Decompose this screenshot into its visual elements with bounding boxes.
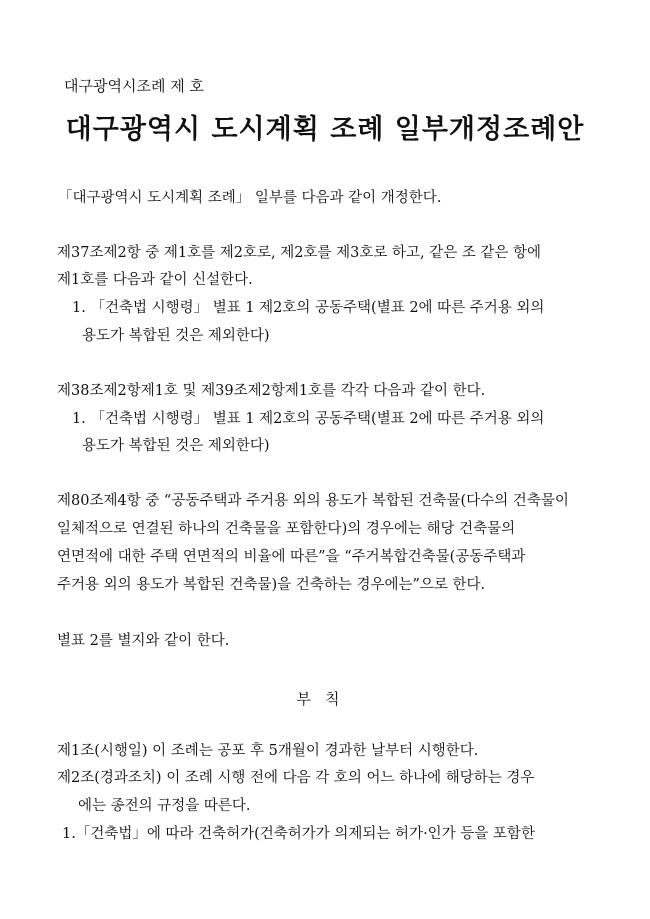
article-2-continuation: 에는 종전의 규정을 따른다. <box>78 798 251 814</box>
amendment-text-line: 제38조제2항제1호 및 제39조제2항제1호를 각각 다음과 같이 한다. <box>57 383 486 399</box>
new-item-line: 1. 「건축법 시행령」 별표 1 제2호의 공동주택(별표 2에 따른 주거용 외의 <box>72 411 545 427</box>
amendment-text-line: 연면적에 대한 주택 연면적의 비율에 따른”을 “주거복합건축물(공동주택과 <box>57 549 526 565</box>
new-item-line: 1. 「건축법 시행령」 별표 1 제2호의 공동주택(별표 2에 따른 주거용 외의 <box>72 300 545 316</box>
intro-sentence: 「대구광역시 도시계획 조례」 일부를 다음과 같이 개정한다. <box>58 190 442 206</box>
amendment-text-line: 제37조제2항 중 제1호를 제2호로, 제2호를 제3호로 하고, 같은 조 같은 항에 <box>57 245 542 261</box>
new-item-line: 용도가 복합된 것은 제외한다) <box>82 328 270 344</box>
article-2-item-1: 1.「건축법」에 따라 건축허가(건축허가가 의제되는 허가·인가 등을 포함한 <box>62 826 535 842</box>
ordinance-number: 대구광역시조례 제 호 <box>64 77 204 95</box>
amendment-text-line: 일체적으로 연결된 하나의 건축물을 포함한다)의 경우에는 해당 건축물의 <box>57 521 516 537</box>
amendment-text-line: 제1호를 다음과 같이 신설한다. <box>57 272 253 288</box>
new-item-line: 용도가 복합된 것은 제외한다) <box>82 438 270 454</box>
article-2-transitional: 제2조(경과조치) 이 조례 시행 전에 다음 각 호의 어느 하나에 해당하는 경우 <box>57 770 535 786</box>
article-1-effective-date: 제1조(시행일) 이 조례는 공포 후 5개월이 경과한 날부터 시행한다. <box>57 743 479 759</box>
page-title: 대구광역시 도시계획 조례 일부개정조례안 <box>65 114 585 145</box>
amendment-annex: 별표 2를 별지와 같이 한다. <box>57 633 230 649</box>
supplementary-heading: 부칙 <box>296 690 354 708</box>
amendment-text-line: 제80조제4항 중 “공동주택과 주거용 외의 용도가 복합된 건축물(다수의 건축물이 <box>57 493 569 509</box>
amendment-text-line: 주거용 외의 용도가 복합된 건축물)을 건축하는 경우에는”으로 한다. <box>57 577 486 593</box>
